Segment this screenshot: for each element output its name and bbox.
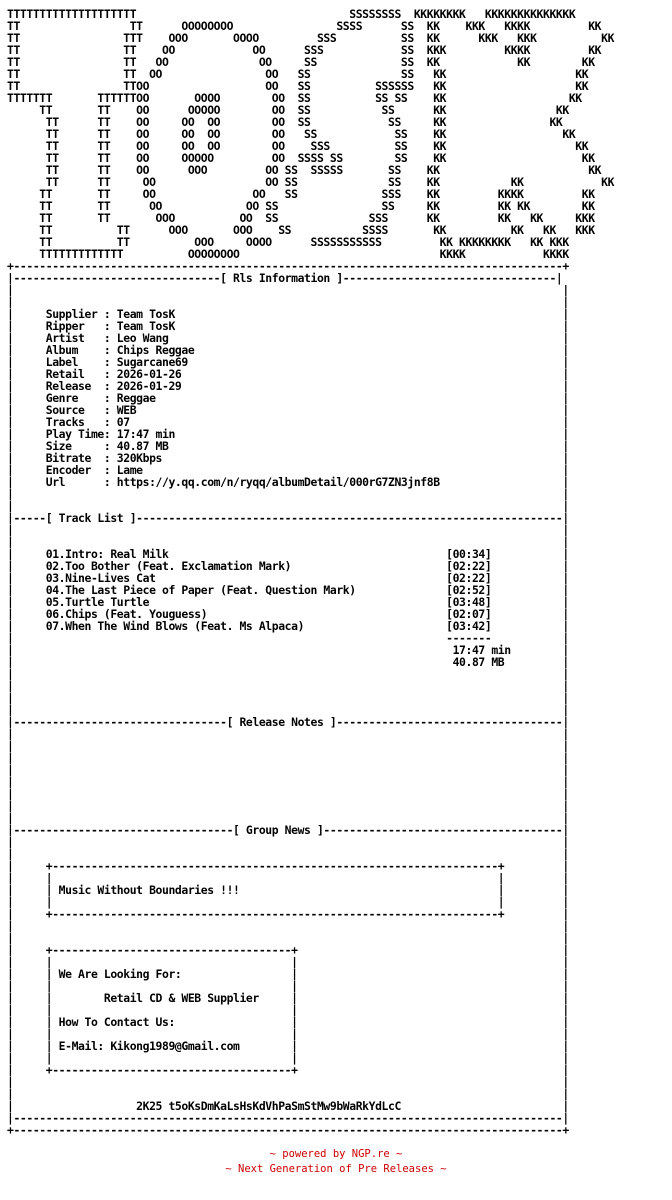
nfo-line: | +---------------------------------------------------------------------+ |	[7, 907, 569, 921]
nfo-line: | Play Time: 17:47 min |	[7, 427, 569, 441]
nfo-line: TT TT OO OOOOO OO SSSS SS SS KK KK	[7, 151, 595, 165]
nfo-line: | |	[7, 691, 569, 705]
nfo-line: TT TT OO OO SS SS KK KK	[7, 67, 589, 81]
nfo-line: | Genre : Reggae |	[7, 391, 569, 405]
nfo-line: | |	[7, 811, 569, 825]
nfo-line: | Release : 2026-01-29 |	[7, 379, 569, 393]
nfo-line: | | How To Contact Us: | |	[7, 1015, 569, 1029]
nfo-line: |--------------------------------[ Rls Information ]---------------------------------|	[7, 271, 563, 285]
nfo-line: | 05.Turtle Turtle [03:48] |	[7, 595, 569, 609]
nfo-line: | |	[7, 1087, 569, 1101]
nfo-line: | |	[7, 799, 569, 813]
nfo-line: | Size : 40.87 MB |	[7, 439, 569, 453]
nfo-line: TT TT OO OO OO OO SSS SS KK KK	[7, 139, 589, 153]
nfo-line: +-------------------------------------------------------------------------------------+	[7, 259, 569, 273]
nfo-line: +-------------------------------------------------------------------------------------+	[7, 1123, 569, 1137]
nfo-line: TT TT OO OO OO OO SS SS KK KK	[7, 127, 576, 141]
nfo-line: TT TT OOOOOOOO SSSS SS KK KKK KKKK KK	[7, 19, 602, 33]
nfo-line: | |	[7, 727, 569, 741]
nfo-line: TT TT OO OO SSS SS KKK KKKK KK	[7, 43, 602, 57]
nfo-line: | |	[7, 679, 569, 693]
nfo-line: | |	[7, 295, 569, 309]
nfo-line: TT TTT OOO OOOO SSS SS KK KKK KKK KK	[7, 31, 615, 45]
nfo-line: | Supplier : Team TosK |	[7, 307, 569, 321]
nfo-line: | |	[7, 523, 569, 537]
nfo-line: | | | |	[7, 1051, 569, 1065]
nfo-line: | | | |	[7, 955, 569, 969]
nfo-line: | 02.Too Bother (Feat. Exclamation Mark) [02:22] |	[7, 559, 569, 573]
nfo-line: | Encoder : Lame |	[7, 463, 569, 477]
nfo-line: | Tracks : 07 |	[7, 415, 569, 429]
nfo-line: | +-------------------------------------+ |	[7, 1063, 569, 1077]
nfo-line: | |	[7, 487, 569, 501]
nfo-line: | +-------------------------------------+ |	[7, 943, 569, 957]
nfo-line: | ------- |	[7, 631, 569, 645]
footer-powered-by: ~ powered by NGP.re ~	[269, 1148, 403, 1160]
nfo-line: | |	[7, 499, 569, 513]
nfo-line: | | Retail CD & WEB Supplier | |	[7, 991, 569, 1005]
nfo-line: |-------------------------------------------------------------------------------------|	[7, 1111, 569, 1125]
nfo-line: | Source : WEB |	[7, 403, 569, 417]
nfo-line: TT TT OO OO OO OO SS SS KK KK	[7, 115, 563, 129]
nfo-line: | Ripper : Team TosK |	[7, 319, 569, 333]
nfo-line: | | E-Mail: Kikong1989@Gmail.com | |	[7, 1039, 569, 1053]
nfo-line: | Label : Sugarcane69 |	[7, 355, 569, 369]
nfo-line: | | | |	[7, 1027, 569, 1041]
nfo-line: | |	[7, 787, 569, 801]
nfo-line: | |	[7, 847, 569, 861]
nfo-line: | | | |	[7, 895, 569, 909]
nfo-line: | |	[7, 1075, 569, 1089]
nfo-line: TT TT OOO OO SS SSS KK KK KK KKK	[7, 211, 595, 225]
nfo-line: TTTTTTT TTTTTTOO OOOO OO SS SS SS KK KK	[7, 91, 582, 105]
nfo-line: | +---------------------------------------------------------------------+ |	[7, 859, 569, 873]
nfo-line: | 06.Chips (Feat. Youguess) [02:07] |	[7, 607, 569, 621]
nfo-line: | | | |	[7, 1003, 569, 1017]
nfo-line: | |	[7, 763, 569, 777]
nfo-line: TT TT OOO OOO SS SSSS KK KK KK KKK	[7, 223, 595, 237]
nfo-line: | | We Are Looking For: | |	[7, 967, 569, 981]
nfo-line: | Retail : 2026-01-26 |	[7, 367, 569, 381]
nfo-line: | 04.The Last Piece of Paper (Feat. Question Mark) [02:52] |	[7, 583, 569, 597]
nfo-line: | 40.87 MB |	[7, 655, 569, 669]
footer-tagline: ~ Next Generation of Pre Releases ~	[225, 1163, 447, 1175]
nfo-line: | |	[7, 919, 569, 933]
nfo-line: TTTTTTTTTTTTTTTTTTTT SSSSSSSS KKKKKKKK KKKKKKKKKKKKKK	[7, 7, 576, 21]
nfo-line: TT TT OOO OOOO SSSSSSSSSSS KK KKKKKKKK KK KKK	[7, 235, 569, 249]
nfo-line: | |	[7, 751, 569, 765]
nfo-line: | Bitrate : 320Kbps |	[7, 451, 569, 465]
nfo-line: | |	[7, 703, 569, 717]
nfo-line: | 01.Intro: Real Milk [00:34] |	[7, 547, 569, 561]
nfo-line: | 03.Nine-Lives Cat [02:22] |	[7, 571, 569, 585]
nfo-line: | |	[7, 739, 569, 753]
nfo-line: TT TT OO OOO OO SS SSSSS SS KK KK	[7, 163, 602, 177]
nfo-line: | Artist : Leo Wang |	[7, 331, 569, 345]
nfo-line: | | Music Without Boundaries !!! | |	[7, 883, 569, 897]
nfo-line: | 2K25 t5oKsDmKaLsHsKdVhPaSmStMw9bWaRkYdLcC |	[7, 1099, 569, 1113]
nfo-line: TT TT OO OO SS SS KK KK KK KK	[7, 199, 595, 213]
nfo-line: |---------------------------------[ Release Notes ]-----------------------------------|	[7, 715, 569, 729]
nfo-line: TT TT OO OO SS SS KK KK KK	[7, 55, 595, 69]
nfo-line: | |	[7, 775, 569, 789]
nfo-line: | |	[7, 931, 569, 945]
nfo-line: |----------------------------------[ Group News ]-------------------------------------|	[7, 823, 569, 837]
nfo-line: TT TT OO OOOOO OO SS SS KK KK	[7, 103, 569, 117]
nfo-line: | |	[7, 835, 569, 849]
nfo-line: | Url : https://y.qq.com/n/ryqq/albumDetail/000rG7ZN3jnf8B |	[7, 475, 569, 489]
nfo-line: |-----[ Track List ]------------------------------------------------------------------|	[7, 511, 569, 525]
nfo-line: TT TT OO OO SS SSS KK KKKK KK	[7, 187, 595, 201]
nfo-line: TT TT OO OO SS SS KK KK KK	[7, 175, 615, 189]
nfo-line: | | | |	[7, 871, 569, 885]
nfo-line: | | | |	[7, 979, 569, 993]
nfo-line: | |	[7, 667, 569, 681]
nfo-line: TT TTOO OO SS SSSSSS KK KK	[7, 79, 589, 93]
nfo-line: | 07.When The Wind Blows (Feat. Ms Alpaca) [03:42] |	[7, 619, 569, 633]
nfo-line: | |	[7, 283, 569, 297]
nfo-line: | |	[7, 535, 569, 549]
nfo-text	[7, 8, 614, 1136]
nfo-line: | 17:47 min |	[7, 643, 569, 657]
nfo-line: TTTTTTTTTTTTT OOOOOOOO KKKK KKKK	[7, 247, 569, 261]
nfo-line: | Album : Chips Reggae |	[7, 343, 569, 357]
